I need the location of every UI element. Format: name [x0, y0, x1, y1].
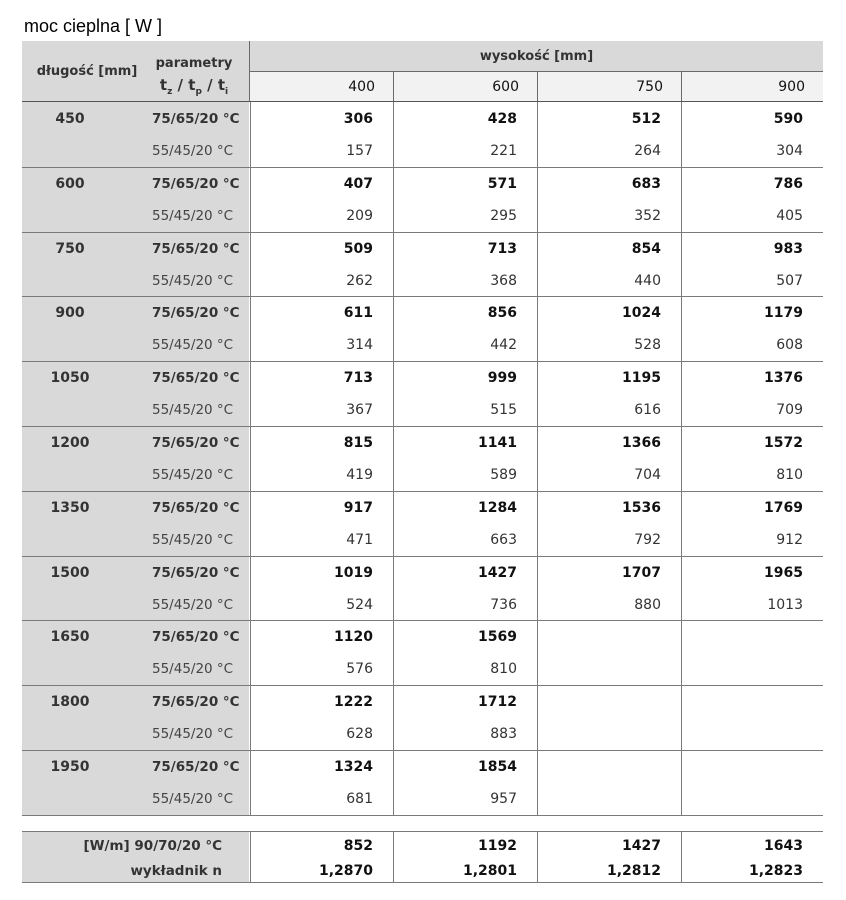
row-length: 1350: [50, 500, 90, 516]
value-cell-primary: 1712: [478, 694, 517, 710]
row-param-secondary: 55/45/20 °C: [152, 532, 234, 548]
footer-top-line: [22, 831, 823, 832]
value-cell-secondary: 405: [776, 208, 803, 224]
value-cell-secondary: 264: [634, 143, 661, 159]
height-header-600: [393, 72, 537, 102]
column-divider: [250, 102, 251, 815]
row-length: 750: [55, 241, 85, 257]
row-length: 1200: [50, 435, 90, 451]
value-cell-primary: 1195: [622, 370, 661, 386]
value-cell-secondary: 314: [346, 337, 373, 353]
value-cell-primary: 611: [343, 305, 373, 321]
value-cell-secondary: 912: [776, 532, 803, 548]
footer-exponent-value: 1,2870: [318, 863, 373, 879]
value-cell-secondary: 957: [490, 791, 517, 807]
row-param-secondary: 55/45/20 °C: [152, 791, 234, 807]
value-cell-primary: 1179: [764, 305, 803, 321]
value-cell-secondary: 471: [346, 532, 373, 548]
value-cell-secondary: 419: [346, 467, 373, 483]
row-param-secondary: 55/45/20 °C: [152, 208, 234, 224]
value-cell-primary: 407: [343, 176, 373, 192]
row-length: 600: [55, 176, 85, 192]
value-cell-secondary: 589: [490, 467, 517, 483]
height-group-header: wysokość [mm]: [479, 49, 594, 64]
value-cell-primary: 713: [487, 241, 517, 257]
row-param-secondary: 55/45/20 °C: [152, 337, 234, 353]
row-param-secondary: 55/45/20 °C: [152, 726, 234, 742]
row-param-primary: 75/65/20 °C: [152, 305, 240, 321]
value-cell-primary: 1222: [334, 694, 373, 710]
header-col-divider: [393, 72, 394, 102]
row-param-primary: 75/65/20 °C: [152, 629, 240, 645]
value-cell-primary: 1569: [478, 629, 517, 645]
value-cell-secondary: 810: [776, 467, 803, 483]
height-header-label: 750: [636, 79, 663, 95]
value-cell-secondary: 524: [346, 597, 373, 613]
value-cell-primary: 1427: [478, 565, 517, 581]
value-cell-primary: 1536: [622, 500, 661, 516]
column-divider: [537, 102, 538, 815]
value-cell-secondary: 528: [634, 337, 661, 353]
value-cell-secondary: 628: [346, 726, 373, 742]
row-param-primary: 75/65/20 °C: [152, 111, 240, 127]
value-cell-secondary: 792: [634, 532, 661, 548]
table-caption: moc cieplna [ W ]: [24, 16, 163, 36]
value-cell-secondary: 221: [490, 143, 517, 159]
value-cell-secondary: 442: [490, 337, 517, 353]
length-column-header: długość [mm]: [36, 64, 138, 79]
value-cell-secondary: 883: [490, 726, 517, 742]
value-cell-primary: 917: [343, 500, 373, 516]
value-cell-primary: 1120: [334, 629, 373, 645]
value-cell-secondary: 368: [490, 273, 517, 289]
row-param-primary: 75/65/20 °C: [152, 435, 240, 451]
row-length: 1950: [50, 759, 90, 775]
value-cell-primary: 1019: [334, 565, 373, 581]
footer-exponent-value: 1,2812: [606, 863, 661, 879]
row-param-primary: 75/65/20 °C: [152, 565, 240, 581]
footer-wm-value: 852: [343, 838, 373, 854]
value-cell-secondary: 736: [490, 597, 517, 613]
row-divider: [22, 815, 823, 816]
value-cell-secondary: 507: [776, 273, 803, 289]
value-cell-primary: 1141: [478, 435, 517, 451]
value-cell-primary: 509: [343, 241, 373, 257]
value-cell-secondary: 576: [346, 661, 373, 677]
params-column-header: parametry: [155, 56, 233, 71]
footer-wm-value: 1427: [622, 838, 661, 854]
value-cell-primary: 1707: [622, 565, 661, 581]
row-param-primary: 75/65/20 °C: [152, 759, 240, 775]
row-param-secondary: 55/45/20 °C: [152, 143, 234, 159]
height-header-label: 900: [778, 79, 805, 95]
value-cell-secondary: 209: [346, 208, 373, 224]
height-header-750: [537, 72, 681, 102]
value-cell-secondary: 352: [634, 208, 661, 224]
height-header-label: 600: [492, 79, 519, 95]
row-param-secondary: 55/45/20 °C: [152, 273, 234, 289]
footer-wm-label: [W/m] 90/70/20 °C: [83, 838, 222, 854]
value-cell-primary: 713: [343, 370, 373, 386]
row-param-primary: 75/65/20 °C: [152, 500, 240, 516]
row-param-secondary: 55/45/20 °C: [152, 661, 234, 677]
height-header-label: 400: [348, 79, 375, 95]
value-cell-secondary: 608: [776, 337, 803, 353]
value-cell-secondary: 304: [776, 143, 803, 159]
footer-exponent-value: 1,2823: [748, 863, 803, 879]
header-col-divider: [681, 72, 682, 102]
footer-exponent-value: 1,2801: [462, 863, 517, 879]
value-cell-primary: 512: [631, 111, 661, 127]
row-length: 1050: [50, 370, 90, 386]
value-cell-primary: 1324: [334, 759, 373, 775]
footer-wm-value: 1192: [478, 838, 517, 854]
value-cell-secondary: 663: [490, 532, 517, 548]
row-param-primary: 75/65/20 °C: [152, 694, 240, 710]
row-param-secondary: 55/45/20 °C: [152, 402, 234, 418]
value-cell-secondary: 515: [490, 402, 517, 418]
value-cell-primary: 428: [487, 111, 517, 127]
value-cell-primary: 786: [773, 176, 803, 192]
value-cell-primary: 854: [631, 241, 661, 257]
value-cell-secondary: 157: [346, 143, 373, 159]
value-cell-primary: 856: [487, 305, 517, 321]
value-cell-secondary: 704: [634, 467, 661, 483]
value-cell-secondary: 295: [490, 208, 517, 224]
value-cell-secondary: 262: [346, 273, 373, 289]
row-length: 1500: [50, 565, 90, 581]
height-header-900: [681, 72, 823, 102]
header-bottom-line: [22, 101, 823, 102]
value-cell-secondary: 880: [634, 597, 661, 613]
value-cell-primary: 1376: [764, 370, 803, 386]
value-cell-primary: 999: [487, 370, 517, 386]
value-cell-secondary: 367: [346, 402, 373, 418]
value-cell-primary: 1366: [622, 435, 661, 451]
value-cell-secondary: 440: [634, 273, 661, 289]
footer-wm-value: 1643: [764, 838, 803, 854]
value-cell-secondary: 709: [776, 402, 803, 418]
value-cell-secondary: 1013: [767, 597, 803, 613]
value-cell-primary: 683: [631, 176, 661, 192]
value-cell-primary: 1854: [478, 759, 517, 775]
value-cell-secondary: 681: [346, 791, 373, 807]
row-param-secondary: 55/45/20 °C: [152, 597, 234, 613]
height-header-400: [250, 72, 393, 102]
footer-exponent-label: wykładnik n: [130, 863, 222, 879]
row-param-primary: 75/65/20 °C: [152, 241, 240, 257]
row-length: 1650: [50, 629, 90, 645]
row-param-secondary: 55/45/20 °C: [152, 467, 234, 483]
value-cell-primary: 815: [343, 435, 373, 451]
params-formula: $t_z / t_p / t_i$: [159, 76, 229, 97]
value-cell-primary: 571: [487, 176, 517, 192]
row-param-primary: 75/65/20 °C: [152, 176, 240, 192]
row-length: 450: [55, 111, 85, 127]
value-cell-primary: 1024: [622, 305, 661, 321]
column-divider: [393, 102, 394, 815]
value-cell-secondary: 810: [490, 661, 517, 677]
value-cell-primary: 1572: [764, 435, 803, 451]
value-cell-primary: 1769: [764, 500, 803, 516]
header-col-divider: [537, 72, 538, 102]
value-cell-primary: 1284: [478, 500, 517, 516]
value-cell-secondary: 616: [634, 402, 661, 418]
row-param-primary: 75/65/20 °C: [152, 370, 240, 386]
column-divider: [681, 102, 682, 815]
row-length: 1800: [50, 694, 90, 710]
row-length: 900: [55, 305, 85, 321]
value-cell-primary: 306: [343, 111, 373, 127]
value-cell-primary: 590: [773, 111, 803, 127]
value-cell-primary: 983: [773, 241, 803, 257]
value-cell-primary: 1965: [764, 565, 803, 581]
